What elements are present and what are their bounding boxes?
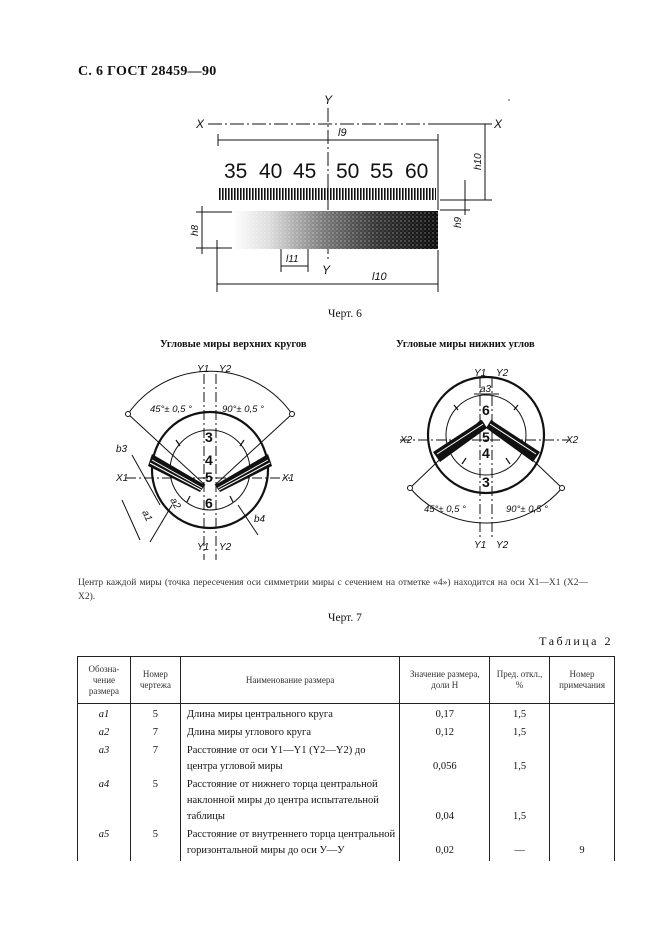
fig6-axis-y-top: Y (324, 93, 333, 107)
figure-7-right-title: Угловые миры нижних углов (396, 339, 535, 350)
cell-code: a3 (78, 742, 131, 776)
left-x1-left: X1 (116, 473, 129, 484)
left-mark-6: 6 (205, 495, 213, 511)
fig6-dim-l9: l9 (338, 127, 347, 139)
cell-name: Расстояние от внутреннего торца центральной горизонтальной миры до оси У—У (180, 826, 399, 861)
cell-note: 9 (550, 826, 615, 861)
cell-value: 0,056 (400, 742, 490, 776)
left-y2-bottom: Y2 (219, 542, 232, 553)
fig6-number-55: 55 (370, 160, 394, 183)
left-mark-4: 4 (205, 452, 213, 468)
right-a3: a3 (480, 384, 492, 395)
cell-figure: 5 (130, 704, 180, 725)
cell-value: 0,12 (400, 724, 490, 742)
cell-note (550, 742, 615, 776)
cell-note (550, 776, 615, 826)
header-name: Наименование размера (180, 657, 399, 704)
fig6-dim-h8: h8 (190, 224, 201, 236)
header-code: Обозна-чение размера (78, 657, 131, 704)
cell-value: 0,17 (400, 704, 490, 725)
cell-value: 0,04 (400, 776, 490, 826)
left-a2: a2 (167, 496, 183, 512)
fig6-number-40: 40 (259, 160, 283, 183)
right-y1: Y1 (474, 368, 487, 379)
cell-name: Расстояние от оси Y1—Y1 (Y2—Y2) до центра угловой миры (180, 742, 399, 776)
fig6-number-35: 35 (224, 160, 248, 183)
fig6-dim-h10: h10 (473, 153, 484, 170)
fig6-dim-h9: h9 (453, 216, 464, 228)
right-mark-5: 5 (482, 429, 490, 445)
fig6-axis-x-right: X (494, 117, 503, 131)
table-row (78, 742, 615, 776)
right-x2-left: X2 (400, 435, 413, 446)
header-deviation: Пред. откл., % (490, 657, 550, 704)
cell-figure: 5 (130, 826, 180, 861)
cell-name: Длина миры углового круга (180, 724, 399, 742)
fig6-number-60: 60 (405, 160, 429, 183)
cell-name: Расстояние от нижнего торца центральной наклонной миры до центра испытательной таблицы (180, 776, 399, 826)
table-caption: Таблица 2 (539, 634, 613, 648)
fig6-number-45: 45 (293, 160, 317, 183)
right-mark-4: 4 (482, 445, 490, 461)
figure-7-left-title: Угловые миры верхних кругов (160, 339, 307, 350)
cell-note (550, 724, 615, 742)
left-y1: Y1 (197, 364, 210, 375)
right-angle-45: 45°± 0,5 ° (424, 504, 466, 515)
right-angle-90: 90°± 0,5 ° (506, 504, 548, 515)
cell-code: a2 (78, 724, 131, 742)
left-angle-90: 90°± 0,5 ° (222, 404, 264, 415)
right-mark-6: 6 (482, 402, 490, 418)
cell-code: a4 (78, 776, 131, 826)
left-angle-45: 45°± 0,5 ° (150, 404, 192, 415)
left-mark-3: 3 (205, 429, 213, 445)
fig6-dim-l11: l11 (286, 254, 299, 265)
header-figure: Номер чертежа (130, 657, 180, 704)
cell-figure: 7 (130, 742, 180, 776)
fig6-axis-x-left: X (196, 117, 205, 131)
cell-code: a1 (78, 704, 131, 725)
fig6-axis-y-bottom: Y (322, 263, 331, 277)
cell-deviation: 1,5 (490, 742, 550, 776)
cell-note (550, 704, 615, 725)
fig6-number-50: 50 (336, 160, 360, 183)
left-b3: b3 (116, 444, 128, 455)
left-a1: a1 (139, 508, 154, 524)
header-note: Номер примечания (550, 657, 615, 704)
cell-figure: 7 (130, 724, 180, 742)
right-y1-bottom: Y1 (474, 540, 487, 551)
figure-7-caption: Черт. 7 (328, 612, 362, 624)
cell-name: Длина миры центрального круга (180, 704, 399, 725)
cell-figure: 5 (130, 776, 180, 826)
dimensions-table (77, 656, 615, 861)
cell-code: a5 (78, 826, 131, 861)
cell-deviation: — (490, 826, 550, 861)
left-y1-bottom: Y1 (197, 542, 210, 553)
table-header-row (78, 657, 615, 704)
table-row (78, 724, 615, 742)
left-mark-5: 5 (205, 469, 213, 485)
cell-deviation: 1,5 (490, 724, 550, 742)
left-x1-right: X1 (282, 473, 295, 484)
figure-6-caption: Черт. 6 (328, 308, 362, 320)
right-y2-bottom: Y2 (496, 540, 509, 551)
figure-7-note: Центр каждой миры (точка пересечения оси симметрии миры с сечением на отметке «4») находится на оси X1—X1 (X2—X2). (78, 578, 588, 602)
cell-deviation: 1,5 (490, 776, 550, 826)
header-value: Значение размера, доли H (400, 657, 490, 704)
table-row (78, 826, 615, 861)
cell-deviation: 1,5 (490, 704, 550, 725)
table-row (78, 704, 615, 725)
right-x2-right: X2 (566, 435, 579, 446)
cell-value: 0,02 (400, 826, 490, 861)
right-mark-3: 3 (482, 474, 490, 490)
left-y2: Y2 (219, 364, 232, 375)
page-header: С. 6 ГОСТ 28459—90 (78, 64, 217, 79)
left-b4: b4 (254, 514, 266, 525)
right-y2: Y2 (496, 368, 509, 379)
table-row (78, 776, 615, 826)
fig6-dim-l10: l10 (372, 271, 387, 283)
